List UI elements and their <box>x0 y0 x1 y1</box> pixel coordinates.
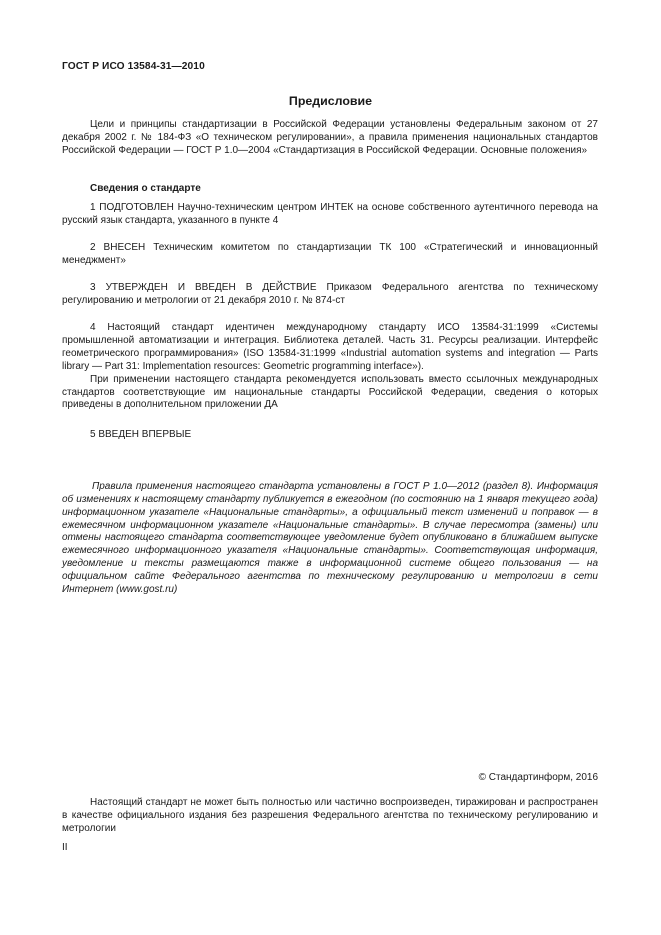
item-4-note-paragraph: При применении настоящего стандарта рекомендуется использовать вместо ссылочных международных стандартов соответствующие им национальные стандарты Российской Федерации, сведения о которых приведены в дополнительном приложении ДА <box>62 373 598 411</box>
rules-notice-block <box>62 481 598 597</box>
copyright-notice: © Стандартинформ, 2016 <box>478 772 598 783</box>
item-2-block <box>62 242 598 268</box>
item-5-paragraph: 5 ВВЕДЕН ВПЕРВЫЕ <box>90 429 192 440</box>
item-1-block <box>62 202 598 228</box>
reproduction-note-block <box>62 797 598 836</box>
item-4-paragraph: 4 Настоящий стандарт идентичен международному стандарту ИСО 13584-31:1999 «Системы промышленной автоматизации и интеграция. Библиотека деталей. Часть 31. Ресурсы реализации. Интерфейс геометрического программирования» (ISO 13584-31:1999 «Industrial automation systems and integration — Parts library — Part 31: Implementation resources: Geometric programming interface»). <box>62 322 598 372</box>
page-title: Предисловие <box>288 94 373 108</box>
intro-paragraph: Цели и принципы стандартизации в Российской Федерации установлены Федеральным законом от 27 декабря 2002 г. № 184-ФЗ «О техническом регулировании», а правила применения национальных стандартов Российской Федерации — ГОСТ Р 1.0—2004 «Стандартизация в Российской Федерации. Основные положения» <box>62 119 598 156</box>
item-4-block <box>62 322 598 412</box>
document-code-header: ГОСТ Р ИСО 13584-31—2010 <box>62 61 205 72</box>
page-number: II <box>62 842 68 853</box>
item-3-paragraph: 3 УТВЕРЖДЕН И ВВЕДЕН В ДЕЙСТВИЕ Приказом Федерального агентства по техническому регулированию и метрологии от 21 декабря 2010 г. № 874-ст <box>62 282 598 306</box>
item-5-block <box>62 429 598 442</box>
standard-info-heading: Сведения о стандарте <box>90 183 201 194</box>
rules-notice-paragraph: Правила применения настоящего стандарта установлены в ГОСТ Р 1.0—2012 (раздел 8). Информация об изменениях к настоящему стандарту публикуется в ежегодном (по состоянию на 1 января текущего года) информационном указателе «Национальные стандарты», а официальный текст изменений и поправок — в ежемесячном информационном указателе «Национальные стандарты». В случае пересмотра (замены) или отмены настоящего стандарта соответствующее уведомление будет опубликовано в ближайшем выпуске ежемесячного информационного указателя «Национальные стандарты». Соответствующая информация, уведомление и тексты размещаются также в информационной системе общего пользования — на официальном сайте Федерального агентства по техническому регулированию и метрологии в сети Интернет (www.gost.ru) <box>62 481 598 595</box>
intro-paragraph-block <box>62 119 598 158</box>
reproduction-note-paragraph: Настоящий стандарт не может быть полностью или частично воспроизведен, тиражирован и распространен в качестве официального издания без разрешения Федерального агентства по техническому регулированию и метрологии <box>62 797 598 834</box>
item-3-block <box>62 282 598 308</box>
item-1-paragraph: 1 ПОДГОТОВЛЕН Научно-техническим центром ИНТЕК на основе собственного аутентичного перевода на русский язык стандарта, указанного в пункте 4 <box>62 202 598 226</box>
item-2-paragraph: 2 ВНЕСЕН Техническим комитетом по стандартизации ТК 100 «Стратегический и инновационный менеджмент» <box>62 242 598 266</box>
